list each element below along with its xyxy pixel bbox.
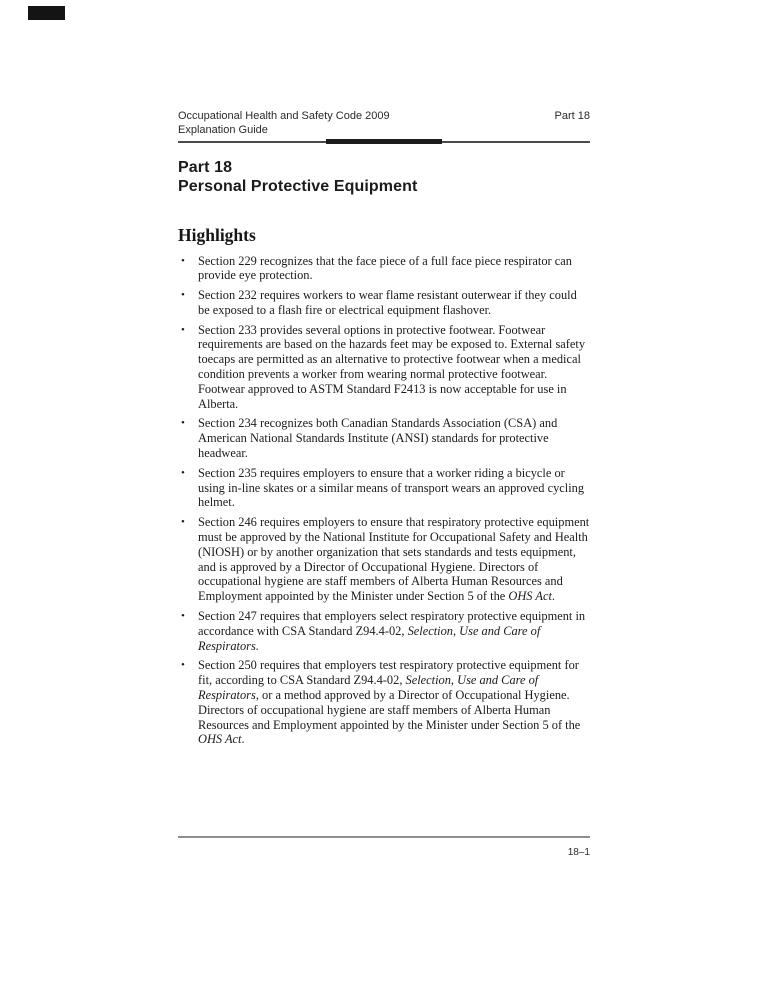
chapter-title bbox=[178, 158, 590, 196]
highlights-list bbox=[178, 254, 590, 748]
header-rule-thick-segment bbox=[326, 139, 442, 144]
highlight-item bbox=[178, 416, 590, 460]
highlight-text: Section 234 recognizes both Canadian Standards Association (CSA) and American National Standards Institute (ANSI) standards for protective headwear. bbox=[198, 416, 558, 461]
running-header-left bbox=[178, 109, 390, 137]
chapter-title-name: Personal Protective Equipment bbox=[178, 177, 418, 195]
highlight-item bbox=[178, 288, 590, 318]
highlight-text: Section 229 recognizes that the face piece of a full face piece respirator can provide eye protection. bbox=[198, 253, 572, 283]
highlight-text: . bbox=[241, 732, 245, 747]
highlight-text: Section 233 provides several options in protective footwear. Footwear requirements are based on the hazards feet may be exposed to. External safety toecaps are permitted as an alternative to protective footwear when a medical condition prevents a worker from wearing normal protective footwear. Footwear approved to ASTM Standard F2413 is now acceptable for use in Alberta. bbox=[198, 322, 586, 411]
highlight-item bbox=[178, 466, 590, 510]
highlight-item bbox=[178, 515, 590, 604]
highlight-text-italic: OHS Act bbox=[198, 732, 242, 747]
highlight-text-italic: Selection, Use and Care of Respirators bbox=[198, 673, 539, 703]
header-doc-subtitle: Explanation Guide bbox=[178, 124, 268, 136]
highlight-text: Section 246 requires employers to ensure that respiratory protective equipment must be approved by the National Institute for Occupational Safety and Health (NIOSH) or by another organization that sets standards and tests equipment, and is approved by a Director of Occupational Hygiene. Directors of occupational hygiene are staff members of Alberta Human Resources and Employment appointed by the Minister under Section 5 of the bbox=[198, 515, 590, 604]
page-content bbox=[178, 0, 590, 752]
footer-rule bbox=[178, 836, 590, 838]
highlight-text: Section 247 requires that employers select respiratory protective equipment in accordance with CSA Standard Z94.4-02, bbox=[198, 609, 586, 638]
header-doc-title: Occupational Health and Safety Code 2009 bbox=[178, 110, 390, 122]
highlight-text: , or a method approved by a Director of Occupational Hygiene. Directors of occupational hygiene are staff members of Alberta Human Resources and Employment appointed by the Minister under Section 5 of the bbox=[198, 688, 581, 732]
chapter-title-part: Part 18 bbox=[178, 158, 233, 176]
highlight-item bbox=[178, 323, 590, 412]
highlight-text-italic: OHS Act bbox=[508, 589, 552, 604]
scan-artifact-mark bbox=[28, 6, 65, 20]
highlights-heading: Highlights bbox=[178, 224, 256, 245]
highlight-text-italic: Selection, Use and Care of Respirators. bbox=[198, 623, 541, 653]
header-rule bbox=[178, 141, 590, 143]
highlight-text: Section 250 requires that employers test respiratory protective equipment for fit, according to CSA Standard Z94.4-02, bbox=[198, 658, 579, 688]
highlight-item bbox=[178, 609, 590, 653]
highlight-text: Section 232 requires workers to wear flame resistant outerwear if they could be exposed to a flash fire or electrical equipment flashover. bbox=[198, 288, 577, 317]
highlight-item bbox=[178, 658, 590, 747]
highlight-item bbox=[178, 254, 590, 284]
highlight-text: Section 235 requires employers to ensure that a worker riding a bicycle or using in-line skates or a similar means of transport wears an approved cycling helmet. bbox=[198, 465, 585, 510]
page-number: 18–1 bbox=[567, 847, 590, 858]
header-part-label: Part 18 bbox=[554, 110, 590, 122]
highlight-text: . bbox=[551, 589, 555, 604]
running-header bbox=[178, 109, 590, 137]
